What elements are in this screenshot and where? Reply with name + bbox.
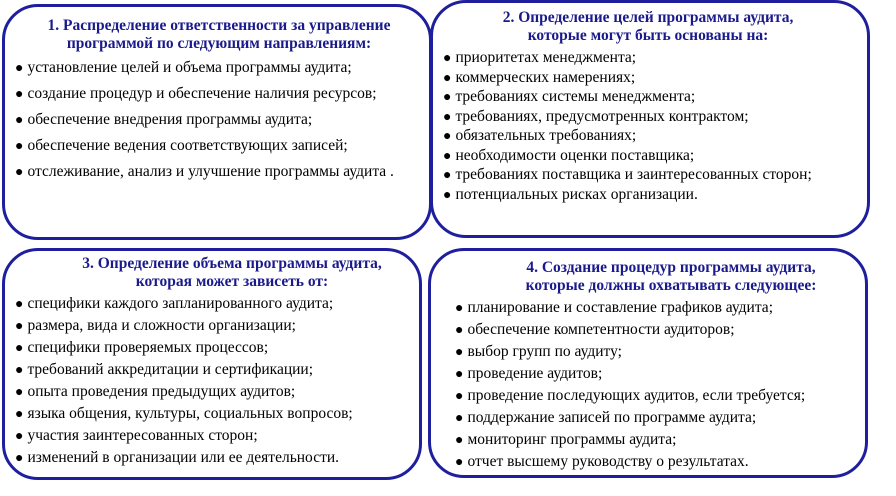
list-item: ● размера, вида и сложности организации; (15, 317, 296, 334)
list-item: ● отчет высшему руководству о результатах. (455, 453, 749, 470)
bullet-icon: ● (443, 70, 452, 86)
list-item: ● установление целей и объема программы аудита; (15, 59, 352, 76)
list-item: ● требованиях поставщика и заинтересованных сторон; (443, 166, 812, 183)
box-title-line2: которые могут быть основаны на: (527, 27, 769, 44)
bullet-icon: ● (455, 301, 464, 316)
box-list (5, 291, 419, 468)
box-title (431, 251, 865, 295)
bullet-icon: ● (443, 129, 452, 144)
list-item: ● поддержание записей по программе аудита; (455, 409, 757, 426)
box-list (431, 295, 865, 472)
list-item: ● участия заинтересованных сторон; (15, 427, 258, 444)
list-item: ● необходимости оценки поставщика; (443, 146, 695, 164)
bullet-icon: ● (443, 148, 452, 164)
list-item: ● проведение аудитов; (455, 365, 603, 382)
bullet-icon: ● (15, 429, 24, 444)
list-item: ● специфики каждого запланированного аудита; (15, 295, 334, 312)
list-item: ● языка общения, культуры, социальных вопросов; (15, 405, 353, 422)
list-item: ● приоритетах менеджмента; (443, 49, 637, 66)
bullet-icon: ● (443, 187, 452, 203)
box-title-line2: которая может зависеть от: (135, 273, 329, 290)
list-item: ● специфики проверяемых процессов; (15, 339, 269, 356)
bullet-icon: ● (455, 433, 464, 448)
list-item: ● создание процедур и обеспечение наличия ресурсов; (15, 85, 377, 102)
bullet-icon: ● (15, 407, 24, 422)
bullet-icon: ● (443, 51, 452, 66)
bullet-icon: ● (15, 61, 24, 76)
list-item: ● потенциальных рисках организации. (443, 185, 698, 203)
list-item: ● проведение последующих аудитов, если требуется; (455, 387, 806, 404)
bullet-icon: ● (15, 451, 24, 466)
box-title-line1: 2. Определение целей программы аудита, (502, 9, 794, 26)
scope-box (2, 248, 422, 480)
list-item: ● коммерческих намерениях; (443, 68, 636, 86)
list-item: ● обязательных требованиях; (443, 127, 637, 144)
procedures-box (428, 248, 868, 478)
box-title (5, 251, 419, 291)
box-list (5, 53, 429, 182)
bullet-icon: ● (455, 323, 464, 338)
list-item: ● выбор групп по аудиту; (455, 343, 622, 360)
list-item: ● планирование и составление графиков аудита; (455, 299, 773, 316)
box-title-line1: 3. Определение объема программы аудита, (82, 255, 382, 272)
list-item: ● опыта проведения предыдущих аудитов; (15, 383, 296, 400)
list-item: ● обеспечение компетентности аудиторов; (455, 321, 735, 338)
list-item: ● изменений в организации или ее деятельности. (15, 449, 340, 466)
bullet-icon: ● (15, 385, 24, 400)
goals-box (430, 0, 870, 238)
bullet-icon: ● (15, 139, 24, 154)
bullet-icon: ● (15, 319, 24, 334)
responsibility-box (2, 4, 432, 240)
box-title-line2: программой по следующим направлениям: (66, 35, 372, 52)
bullet-icon: ● (15, 297, 24, 312)
list-item: ● требованиях системы менеджмента; (443, 88, 696, 105)
bullet-icon: ● (443, 90, 452, 105)
list-item: ● обеспечение внедрения программы аудита; (15, 111, 313, 128)
box-title-line1: 4. Создание процедур программы аудита, (526, 259, 816, 276)
bullet-icon: ● (443, 168, 452, 183)
bullet-icon: ● (15, 341, 24, 356)
box-title (5, 7, 429, 53)
bullet-icon: ● (455, 455, 464, 470)
bullet-icon: ● (455, 367, 464, 382)
box-title-line2: которые должны охватывать следующее: (525, 277, 817, 294)
list-item: ● требований аккредитации и сертификации; (15, 361, 314, 378)
list-item: ● отслеживание, анализ и улучшение программы аудита . (15, 163, 394, 180)
bullet-icon: ● (443, 109, 452, 125)
list-item: ● обеспечение ведения соответствующих записей; (15, 137, 348, 154)
bullet-icon: ● (15, 363, 24, 378)
bullet-icon: ● (15, 113, 24, 128)
bullet-icon: ● (15, 87, 24, 102)
bullet-icon: ● (455, 411, 464, 426)
bullet-icon: ● (15, 165, 24, 180)
list-item: ● мониторинг программы аудита; (455, 431, 677, 448)
list-item: ● требованиях, предусмотренных контрактом; (443, 107, 749, 125)
box-title (433, 3, 867, 45)
box-title-line1: 1. Распределение ответственности за управление (47, 17, 391, 34)
bullet-icon: ● (455, 389, 464, 404)
box-list (433, 45, 867, 205)
bullet-icon: ● (455, 345, 464, 360)
